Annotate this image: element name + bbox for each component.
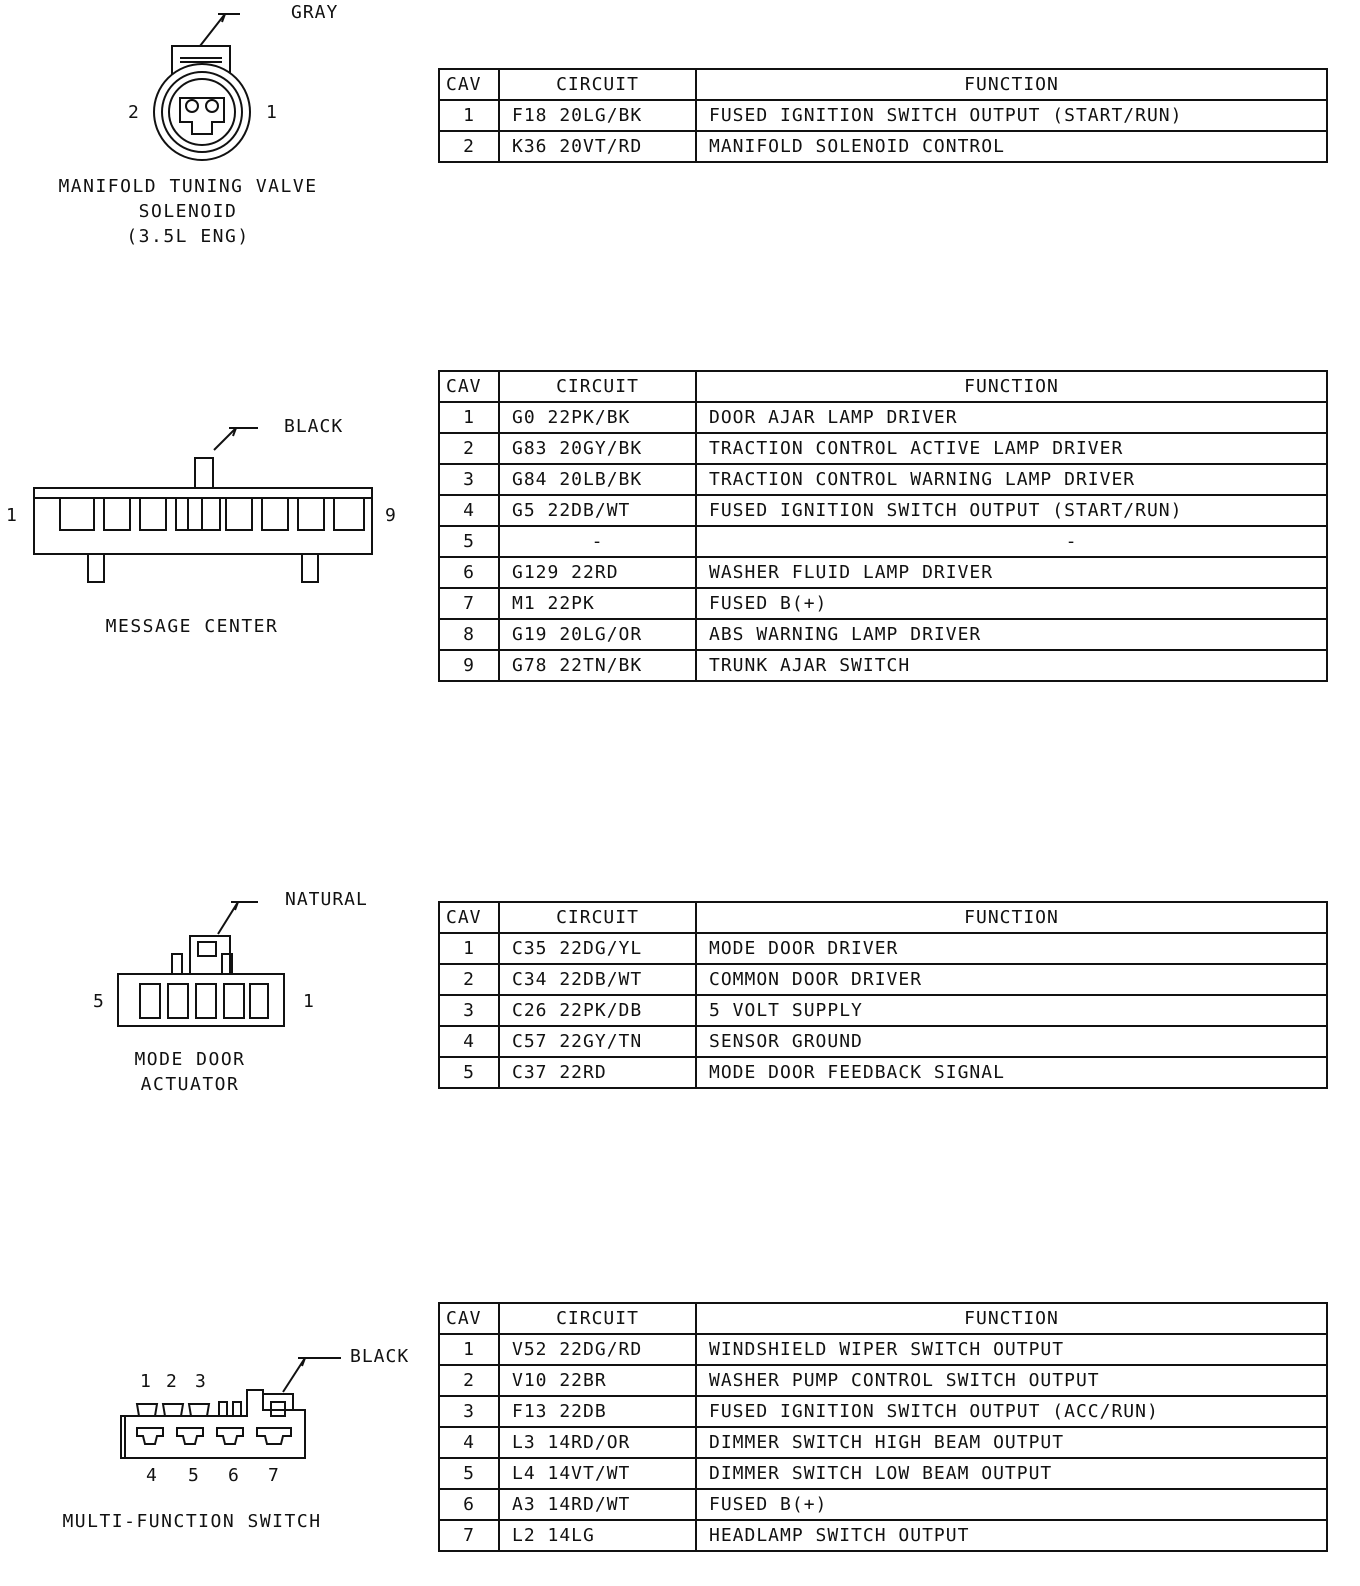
mode-door-pin-label: 5 xyxy=(93,991,105,1012)
circuit-cell: L2 14LG xyxy=(499,1520,696,1551)
caption-line: MANIFOLD TUNING VALVE xyxy=(58,176,318,197)
function-cell: FUSED IGNITION SWITCH OUTPUT (ACC/RUN) xyxy=(696,1396,1327,1427)
manifold-valve-color-label: GRAY xyxy=(291,2,339,23)
circuit-header: CIRCUIT xyxy=(499,371,696,402)
cav-cell: 3 xyxy=(439,1396,499,1427)
mode-door-caption xyxy=(80,1047,300,1097)
cav-header: CAV xyxy=(439,69,499,100)
message-center-pinout-table xyxy=(438,370,1328,682)
circuit-cell: V10 22BR xyxy=(499,1365,696,1396)
cav-cell: 1 xyxy=(439,933,499,964)
caption-line: MODE DOOR xyxy=(134,1049,246,1070)
table-row xyxy=(439,1427,1327,1458)
mode-door-color-label: NATURAL xyxy=(285,889,368,910)
table-header-row xyxy=(439,371,1327,402)
table-header-row xyxy=(439,69,1327,100)
function-cell: MODE DOOR FEEDBACK SIGNAL xyxy=(696,1057,1327,1088)
cav-cell: 3 xyxy=(439,995,499,1026)
cav-cell: 9 xyxy=(439,650,499,681)
cav-cell: 1 xyxy=(439,1334,499,1365)
function-header: FUNCTION xyxy=(696,1303,1327,1334)
function-cell: COMMON DOOR DRIVER xyxy=(696,964,1327,995)
circuit-cell: C37 22RD xyxy=(499,1057,696,1088)
circuit-cell: F18 20LG/BK xyxy=(499,100,696,131)
cav-cell: 1 xyxy=(439,100,499,131)
table-row xyxy=(439,1396,1327,1427)
function-cell: MANIFOLD SOLENOID CONTROL xyxy=(696,131,1327,162)
multi-function-switch-pin-label: 2 xyxy=(166,1371,178,1392)
function-cell: ABS WARNING LAMP DRIVER xyxy=(696,619,1327,650)
circuit-header: CIRCUIT xyxy=(499,69,696,100)
circuit-cell: C34 22DB/WT xyxy=(499,964,696,995)
function-cell: FUSED B(+) xyxy=(696,588,1327,619)
circuit-cell: A3 14RD/WT xyxy=(499,1489,696,1520)
mode-door-connector-drawing xyxy=(110,880,310,1040)
table-row xyxy=(439,1365,1327,1396)
table-row xyxy=(439,1489,1327,1520)
cav-header: CAV xyxy=(439,902,499,933)
cav-cell: 5 xyxy=(439,1458,499,1489)
manifold-valve-caption xyxy=(48,174,328,249)
circuit-cell: K36 20VT/RD xyxy=(499,131,696,162)
table-row xyxy=(439,495,1327,526)
function-cell: DOOR AJAR LAMP DRIVER xyxy=(696,402,1327,433)
function-cell: SENSOR GROUND xyxy=(696,1026,1327,1057)
cav-header: CAV xyxy=(439,371,499,402)
cav-cell: 4 xyxy=(439,495,499,526)
message-center-pin-label: 9 xyxy=(385,505,397,526)
table-row xyxy=(439,402,1327,433)
cav-cell: 7 xyxy=(439,588,499,619)
table-row xyxy=(439,464,1327,495)
table-header-row xyxy=(439,902,1327,933)
multi-function-switch-pin-label: 5 xyxy=(188,1465,200,1486)
cav-cell: 2 xyxy=(439,1365,499,1396)
caption-line: ACTUATOR xyxy=(140,1074,240,1095)
circuit-cell: G78 22TN/BK xyxy=(499,650,696,681)
cav-cell: 7 xyxy=(439,1520,499,1551)
function-cell: WASHER PUMP CONTROL SWITCH OUTPUT xyxy=(696,1365,1327,1396)
caption-line: (3.5L ENG) xyxy=(126,226,250,247)
table-row xyxy=(439,131,1327,162)
manifold-valve-pinout-table xyxy=(438,68,1328,163)
circuit-cell: F13 22DB xyxy=(499,1396,696,1427)
circuit-cell: G0 22PK/BK xyxy=(499,402,696,433)
caption-line: MULTI-FUNCTION SWITCH xyxy=(62,1511,322,1532)
function-cell: WASHER FLUID LAMP DRIVER xyxy=(696,557,1327,588)
multi-function-switch-color-label: BLACK xyxy=(350,1346,410,1367)
cav-cell: 8 xyxy=(439,619,499,650)
circuit-header: CIRCUIT xyxy=(499,1303,696,1334)
table-row xyxy=(439,933,1327,964)
cav-cell: 4 xyxy=(439,1026,499,1057)
table-row xyxy=(439,1334,1327,1365)
function-cell: TRUNK AJAR SWITCH xyxy=(696,650,1327,681)
message-center-pin-label: 1 xyxy=(6,505,18,526)
function-cell: 5 VOLT SUPPLY xyxy=(696,995,1327,1026)
cav-cell: 5 xyxy=(439,1057,499,1088)
table-header-row xyxy=(439,1303,1327,1334)
table-row xyxy=(439,995,1327,1026)
function-header: FUNCTION xyxy=(696,69,1327,100)
circuit-cell: C26 22PK/DB xyxy=(499,995,696,1026)
function-cell: DIMMER SWITCH HIGH BEAM OUTPUT xyxy=(696,1427,1327,1458)
cav-cell: 2 xyxy=(439,433,499,464)
table-row xyxy=(439,650,1327,681)
cav-cell: 5 xyxy=(439,526,499,557)
manifold-valve-pin-label: 2 xyxy=(128,102,140,123)
manifold-valve-pin-label: 1 xyxy=(266,102,278,123)
caption-line: MESSAGE CENTER xyxy=(105,616,279,637)
multi-function-switch-connector-drawing xyxy=(115,1340,355,1480)
function-header: FUNCTION xyxy=(696,902,1327,933)
circuit-cell: G5 22DB/WT xyxy=(499,495,696,526)
table-row xyxy=(439,1026,1327,1057)
cav-cell: 2 xyxy=(439,964,499,995)
table-row xyxy=(439,557,1327,588)
cav-cell: 6 xyxy=(439,557,499,588)
circuit-cell: C57 22GY/TN xyxy=(499,1026,696,1057)
multi-function-switch-caption xyxy=(50,1509,334,1534)
function-cell: WINDSHIELD WIPER SWITCH OUTPUT xyxy=(696,1334,1327,1365)
function-cell: FUSED IGNITION SWITCH OUTPUT (START/RUN) xyxy=(696,100,1327,131)
circuit-cell: G19 20LG/OR xyxy=(499,619,696,650)
cav-cell: 4 xyxy=(439,1427,499,1458)
function-cell: FUSED IGNITION SWITCH OUTPUT (START/RUN) xyxy=(696,495,1327,526)
mode-door-pinout-table xyxy=(438,901,1328,1089)
table-row xyxy=(439,964,1327,995)
multi-function-switch-pin-label: 7 xyxy=(268,1465,280,1486)
message-center-connector-drawing xyxy=(30,410,380,590)
multi-function-switch-pin-label: 3 xyxy=(195,1371,207,1392)
function-cell: TRACTION CONTROL WARNING LAMP DRIVER xyxy=(696,464,1327,495)
table-row xyxy=(439,433,1327,464)
circuit-cell: - xyxy=(499,526,696,557)
function-cell: FUSED B(+) xyxy=(696,1489,1327,1520)
circuit-cell: G84 20LB/BK xyxy=(499,464,696,495)
cav-cell: 2 xyxy=(439,131,499,162)
multi-function-switch-pin-label: 6 xyxy=(228,1465,240,1486)
cav-cell: 3 xyxy=(439,464,499,495)
table-row xyxy=(439,1057,1327,1088)
multi-function-switch-pin-label: 1 xyxy=(140,1371,152,1392)
circuit-cell: M1 22PK xyxy=(499,588,696,619)
table-row xyxy=(439,526,1327,557)
caption-line: SOLENOID xyxy=(138,201,238,222)
circuit-cell: L4 14VT/WT xyxy=(499,1458,696,1489)
multi-function-switch-pinout-table xyxy=(438,1302,1328,1552)
function-cell: - xyxy=(696,526,1327,557)
function-header: FUNCTION xyxy=(696,371,1327,402)
circuit-cell: L3 14RD/OR xyxy=(499,1427,696,1458)
table-row xyxy=(439,588,1327,619)
cav-cell: 6 xyxy=(439,1489,499,1520)
function-cell: HEADLAMP SWITCH OUTPUT xyxy=(696,1520,1327,1551)
table-row xyxy=(439,1458,1327,1489)
table-row xyxy=(439,1520,1327,1551)
mode-door-pin-label: 1 xyxy=(303,991,315,1012)
circuit-cell: C35 22DG/YL xyxy=(499,933,696,964)
circuit-cell: G129 22RD xyxy=(499,557,696,588)
table-row xyxy=(439,100,1327,131)
function-cell: MODE DOOR DRIVER xyxy=(696,933,1327,964)
circuit-cell: G83 20GY/BK xyxy=(499,433,696,464)
manifold-valve-connector-drawing xyxy=(140,0,300,170)
multi-function-switch-pin-label: 4 xyxy=(146,1465,158,1486)
message-center-color-label: BLACK xyxy=(284,416,344,437)
circuit-cell: V52 22DG/RD xyxy=(499,1334,696,1365)
function-cell: DIMMER SWITCH LOW BEAM OUTPUT xyxy=(696,1458,1327,1489)
circuit-header: CIRCUIT xyxy=(499,902,696,933)
cav-header: CAV xyxy=(439,1303,499,1334)
cav-cell: 1 xyxy=(439,402,499,433)
message-center-caption xyxy=(60,614,324,639)
function-cell: TRACTION CONTROL ACTIVE LAMP DRIVER xyxy=(696,433,1327,464)
table-row xyxy=(439,619,1327,650)
